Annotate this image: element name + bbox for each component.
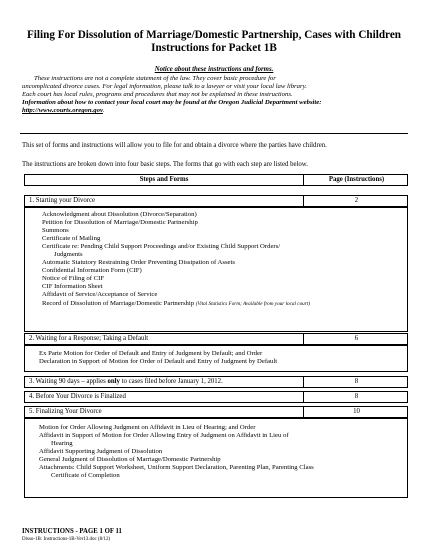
- step-label-pre: 3. Waiting 90 days – applies: [29, 378, 108, 385]
- list-item: General Judgment of Dissolution of Marriage/Domestic Partnership: [39, 456, 221, 464]
- title-line-1: Filing For Dissolution of Marriage/Domestic Partnership, Cases with Children: [26, 29, 402, 41]
- table-header-row: [24, 174, 408, 186]
- list-item: Certificate re: Pending Child Support Proceedings and/or Existing Child Support Orders/: [42, 243, 281, 251]
- list-item: Automatic Statutory Restraining Order Preventing Dissipation of Assets: [42, 259, 235, 267]
- step-row-3: [24, 376, 408, 388]
- vital-statistics-note: (Vital Statistics Form; Available from your local court): [195, 300, 310, 307]
- list-item: Attachments: Child Support Worksheet, Uniform Support Declaration, Parenting Plan, Parenting Class: [39, 464, 314, 472]
- intro-paragraph-2: The instructions are broken down into four basic steps. The forms that go with each step are listed below.: [22, 161, 308, 168]
- step-2-forms-box: [24, 345, 408, 372]
- list-item: Affidavit Supporting Judgment of Dissolution: [39, 448, 163, 456]
- list-item: CIF Information Sheet: [42, 283, 103, 291]
- list-item: Motion for Order Allowing Judgment on Affidavit in Lieu of Hearing; and Order: [39, 424, 256, 431]
- notice-line-1: These instructions are not a complete statement of the law. They cover basic procedure for: [34, 75, 276, 82]
- footer-file-name: Disso-1B: Instructions-1B-Ver13.doc (8/12): [22, 537, 111, 542]
- list-item: [42, 300, 407, 308]
- list-item: Summons: [42, 227, 69, 235]
- step-label-emphasis: only: [107, 378, 120, 385]
- step-row-2: [24, 333, 408, 345]
- step-label: 2. Waiting for a Response; Taking a Default: [25, 334, 304, 344]
- step-page: 8: [354, 378, 359, 385]
- step-row-1: [24, 195, 408, 207]
- step-page: 6: [354, 335, 359, 342]
- list-item: Affidavit of Service/Acceptance of Service: [42, 291, 158, 299]
- notice-line-3: Each court has local rules, programs and procedures that may not be explained in these instructions.: [22, 91, 293, 99]
- intro-paragraph-1: This set of forms and instructions will allow you to file for and obtain a divorce where the parties have children.: [22, 142, 327, 149]
- document-title: [20, 29, 408, 55]
- list-item: Affidavit in Support of Motion for Order Allowing Entry of Judgment on Affidavit in Lieu of: [39, 432, 289, 440]
- horizontal-rule: [20, 133, 408, 134]
- list-item: Judgments: [54, 251, 83, 259]
- courts-website-link[interactable]: http://www.courts.oregon.gov: [22, 107, 103, 115]
- list-item: Certificate of Mailing: [42, 235, 101, 243]
- step-5-forms-box: [24, 418, 408, 498]
- notice-line-2: uncomplicated divorce cases. For legal information, please talk to a lawyer or visit your local law library.: [22, 83, 307, 91]
- step-row-4: [24, 391, 408, 403]
- step-label: 4. Before Your Divorce is Finalized: [25, 392, 304, 402]
- step-1-forms-box: [24, 207, 408, 332]
- notice-paragraph: [22, 75, 410, 115]
- step-page: 10: [353, 408, 360, 415]
- list-item: Certificate of Completion: [51, 472, 120, 480]
- step-label-post: to cases filed before January 1, 2012.: [119, 378, 223, 385]
- header-steps-and-forms: Steps and Forms: [25, 175, 304, 185]
- header-page-instructions: Page (Instructions): [328, 176, 385, 183]
- step-row-5: [24, 406, 408, 418]
- list-item: Notice of Filing of CIF: [42, 275, 105, 283]
- list-item-text: Record of Dissolution of Marriage/Domestic Partnership: [42, 299, 195, 307]
- step-label: 5. Finalizing Your Divorce: [25, 407, 304, 417]
- step-label: 1. Starting your Divorce: [25, 196, 304, 206]
- list-item: Confidential Information Form (CIF): [42, 267, 142, 275]
- list-item: Petition for Dissolution of Marriage/Domestic Partnership: [42, 219, 198, 227]
- footer-page-number: INSTRUCTIONS - PAGE 1 OF 11: [22, 528, 122, 535]
- list-item: Hearing: [51, 440, 73, 448]
- notice-heading: Notice about these instructions and forms.: [154, 66, 274, 73]
- url-suffix: .: [102, 107, 105, 115]
- title-line-2: Instructions for Packet 1B: [151, 42, 277, 54]
- step-page: 8: [354, 393, 359, 400]
- list-item: Ex Parte Motion for Order of Default and Entry of Judgment by Default; and Order: [39, 350, 263, 357]
- step-label: [25, 377, 304, 387]
- list-item: Acknowledgment about Dissolution (Divorce/Separation): [42, 211, 197, 218]
- list-item: Declaration in Support of Motion for Order of Default and Entry of Judgment by Default: [39, 358, 278, 366]
- step-page: 2: [354, 197, 359, 204]
- notice-line-4: Information about how to contact your local court may be found at the Oregon Judicial Department website:: [22, 99, 322, 107]
